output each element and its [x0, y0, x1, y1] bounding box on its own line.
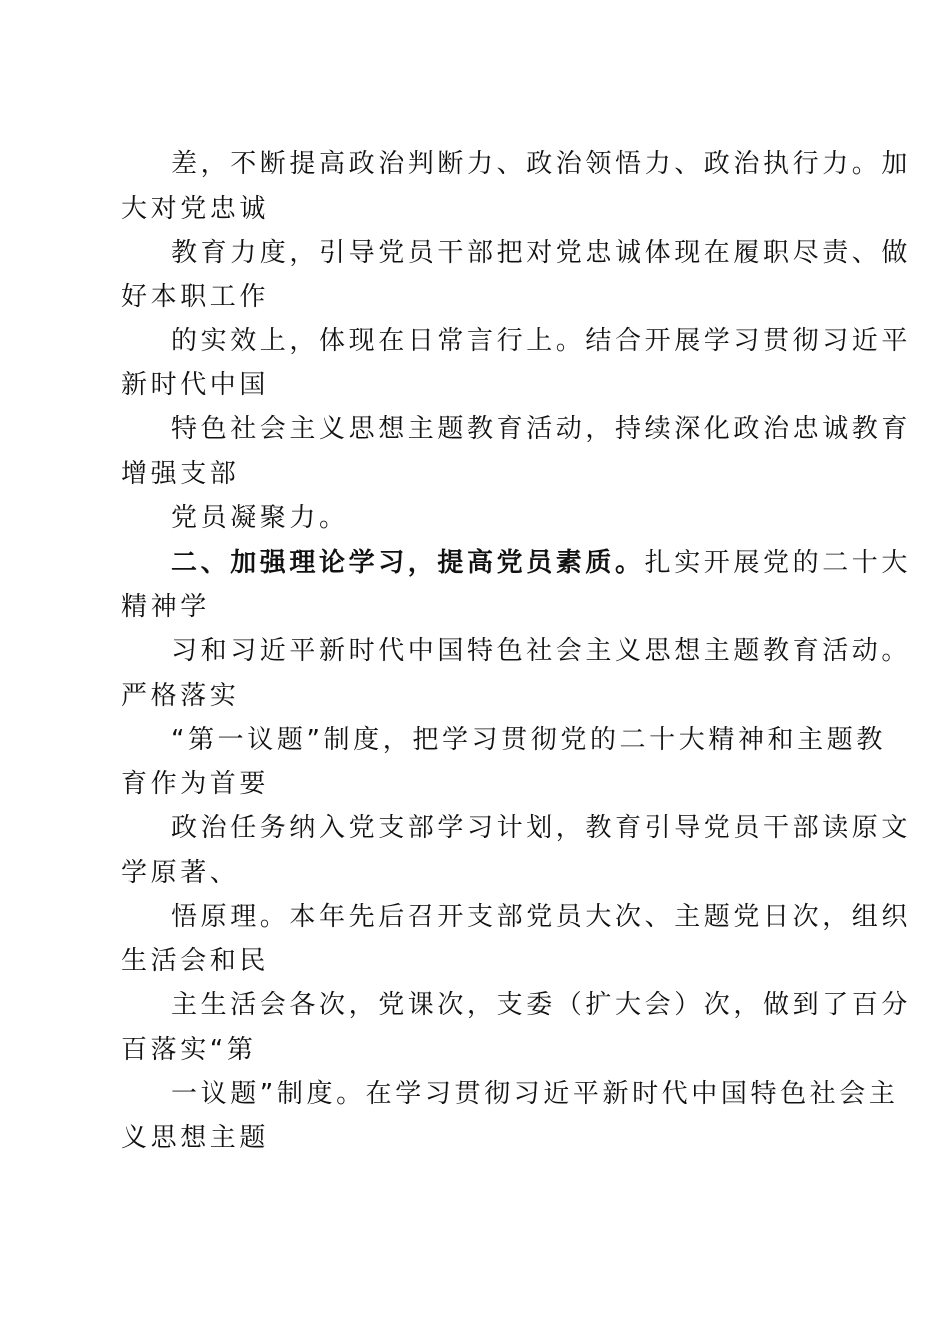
text-line: 育作为首要 — [121, 769, 270, 799]
text-line: “第一议题”制度，把学习贯彻党的二十大精神和主题教 — [171, 725, 886, 755]
text-line: 差，不断提高政治判断力、政治领悟力、政治执行力。加 — [171, 149, 912, 179]
text-line: 大对党忠诚 — [121, 194, 270, 224]
text-line: 生活会和民 — [121, 946, 270, 976]
section-text: 扎实开展党的二十大 — [644, 548, 912, 578]
text-line: 一议题”制度。在学习贯彻习近平新时代中国特色社会主 — [171, 1079, 899, 1109]
text-line: 义思想主题 — [121, 1123, 270, 1153]
text-line: 党员凝聚力。 — [171, 503, 349, 533]
text-line: 的实效上，体现在日常言行上。结合开展学习贯彻习近平 — [171, 326, 912, 356]
text-line: 增强支部 — [121, 459, 240, 489]
text-line: 教育力度，引导党员干部把对党忠诚体现在履职尽责、做 — [171, 238, 912, 268]
text-line: 学原著、 — [121, 858, 240, 888]
text-line: 习和习近平新时代中国特色社会主义思想主题教育活动。 — [171, 636, 912, 666]
section-heading: 二、加强理论学习，提高党员素质。 — [171, 548, 645, 578]
text-line: 新时代中国 — [121, 370, 270, 400]
text-line: 悟原理。本年先后召开支部党员大次、主题党日次，组织 — [171, 902, 912, 932]
text-line: 严格落实 — [121, 681, 240, 711]
text-line: 百落实“第 — [121, 1035, 257, 1065]
text-line: 主生活会各次，党课次，支委（扩大会）次，做到了百分 — [171, 990, 912, 1020]
text-line: 特色社会主义思想主题教育活动，持续深化政治忠诚教育 — [171, 414, 912, 444]
text-line: 好本职工作 — [121, 282, 270, 312]
text-line: 精神学 — [121, 592, 210, 622]
section-heading-line — [171, 546, 911, 580]
text-line: 政治任务纳入党支部学习计划，教育引导党员干部读原文 — [171, 813, 912, 843]
